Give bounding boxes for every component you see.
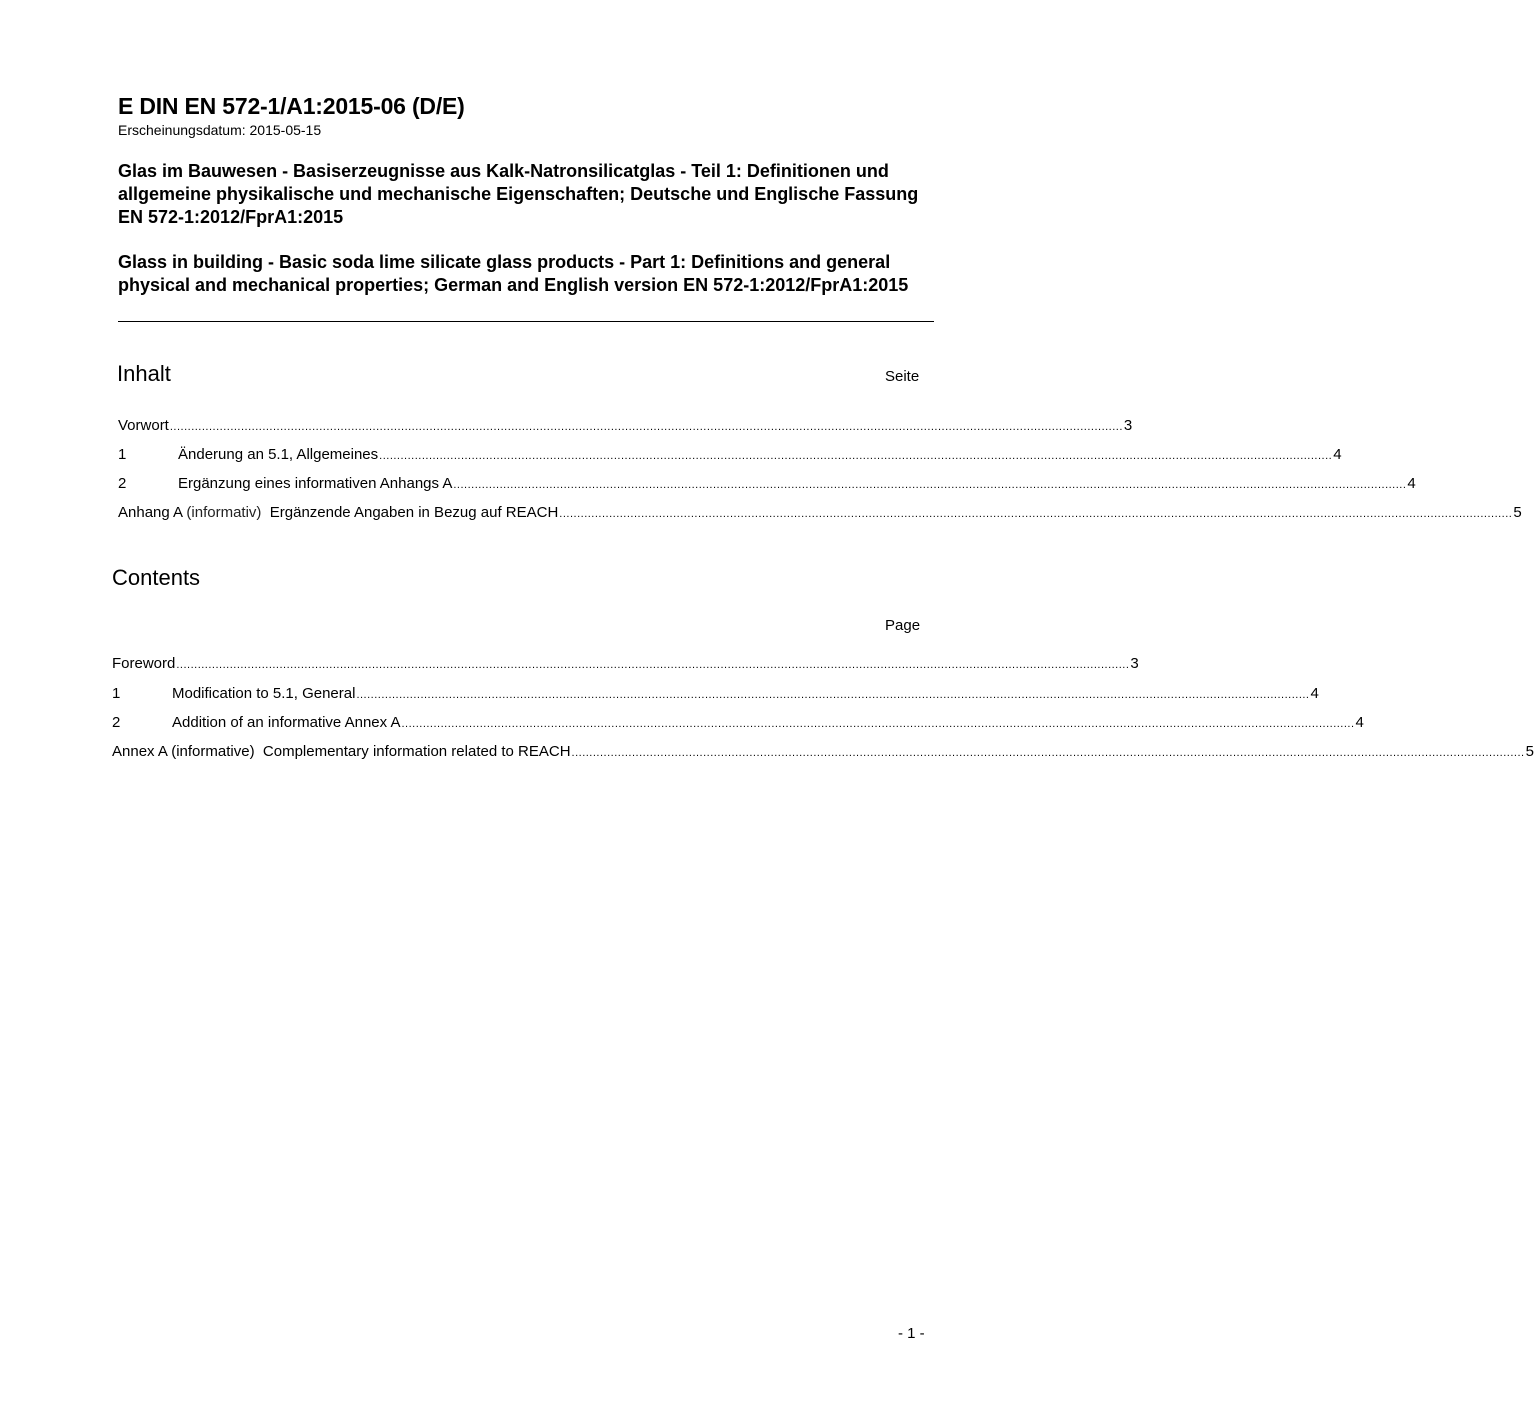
- toc-entry-number: 2: [118, 475, 127, 492]
- toc-entry-title: Vorwort: [118, 417, 169, 434]
- toc-entry-number: 2: [112, 714, 121, 731]
- dot-leader: ............................................................................................................................................................................................................................................................................: [559, 508, 1513, 520]
- dot-leader: ............................................................................................................................................................................................................................................................................: [401, 718, 1355, 730]
- toc-entry-title: [118, 504, 558, 521]
- dot-leader: ............................................................................................................................................................................................................................................................................: [356, 689, 1310, 701]
- toc-en-entry-annex-a[interactable]: [112, 743, 1534, 763]
- toc-entry-title: Modification to 5.1, General: [172, 685, 356, 702]
- toc-de-entry-2[interactable]: [118, 475, 1416, 495]
- annex-note: (informativ): [186, 504, 262, 521]
- toc-entry-title: Foreword: [112, 655, 176, 672]
- toc-entry-number: 1: [118, 446, 127, 463]
- toc-entry-number: 1: [112, 685, 121, 702]
- toc-entry-title: Ergänzung eines informativen Anhangs A: [178, 475, 453, 492]
- toc-de-entry-foreword[interactable]: [118, 417, 1133, 437]
- toc-en-heading: Contents: [112, 565, 201, 590]
- english-title: Glass in building - Basic soda lime silicate glass products - Part 1: Definitions and general physical and mechanical properties; German and English version EN 572-1:2012/FprA1:2015: [118, 252, 909, 295]
- german-title: Glas im Bauwesen - Basiserzeugnisse aus Kalk-Natronsilicatglas - Teil 1: Definitionen und allgemeine physikalische und mechanische Eigenschaften; Deutsche und Englische Fassung EN 572-1:2012/FprA1:2015: [118, 161, 919, 227]
- dot-leader: ............................................................................................................................................................................................................................................................................: [453, 479, 1407, 491]
- toc-en-page-label: Page: [885, 617, 921, 634]
- dot-leader: ............................................................................................................................................................................................................................................................................: [379, 450, 1333, 462]
- dot-leader: ............................................................................................................................................................................................................................................................................: [176, 659, 1130, 671]
- toc-de-heading: Inhalt: [117, 361, 171, 386]
- title-divider: [118, 321, 934, 322]
- toc-entry-page: 4: [1333, 446, 1342, 463]
- toc-de-page-label: Seite: [885, 368, 920, 385]
- dot-leader: ............................................................................................................................................................................................................................................................................: [169, 421, 1123, 433]
- publication-date: Erscheinungsdatum: 2015-05-15: [118, 122, 322, 138]
- document-title: E DIN EN 572-1/A1:2015-06 (D/E): [118, 93, 465, 119]
- toc-entry-page: 4: [1355, 714, 1364, 731]
- toc-entry-title: Annex A (informative) Complementary information related to REACH: [112, 743, 571, 760]
- toc-en-entry-2[interactable]: [112, 714, 1364, 734]
- toc-entry-title: Änderung an 5.1, Allgemeines: [178, 446, 379, 463]
- toc-de-entry-1[interactable]: [118, 446, 1342, 466]
- annex-title: Ergänzende Angaben in Bezug auf REACH: [261, 504, 559, 521]
- toc-en-entry-1[interactable]: [112, 685, 1319, 705]
- dot-leader: ............................................................................................................................................................................................................................................................................: [571, 747, 1525, 759]
- toc-de-entry-annex-a[interactable]: [118, 504, 1522, 524]
- toc-entry-page: 3: [1123, 417, 1133, 434]
- page-number: - 1 -: [898, 1325, 925, 1342]
- toc-entry-page: 5: [1513, 504, 1522, 521]
- toc-entry-title: Addition of an informative Annex A: [172, 714, 401, 731]
- toc-entry-page: 3: [1130, 655, 1139, 672]
- toc-entry-page: 5: [1525, 743, 1534, 760]
- toc-entry-page: 4: [1310, 685, 1319, 702]
- toc-en-entry-foreword[interactable]: [112, 655, 1139, 675]
- annex-label: Anhang A: [118, 504, 187, 521]
- toc-entry-page: 4: [1407, 475, 1416, 492]
